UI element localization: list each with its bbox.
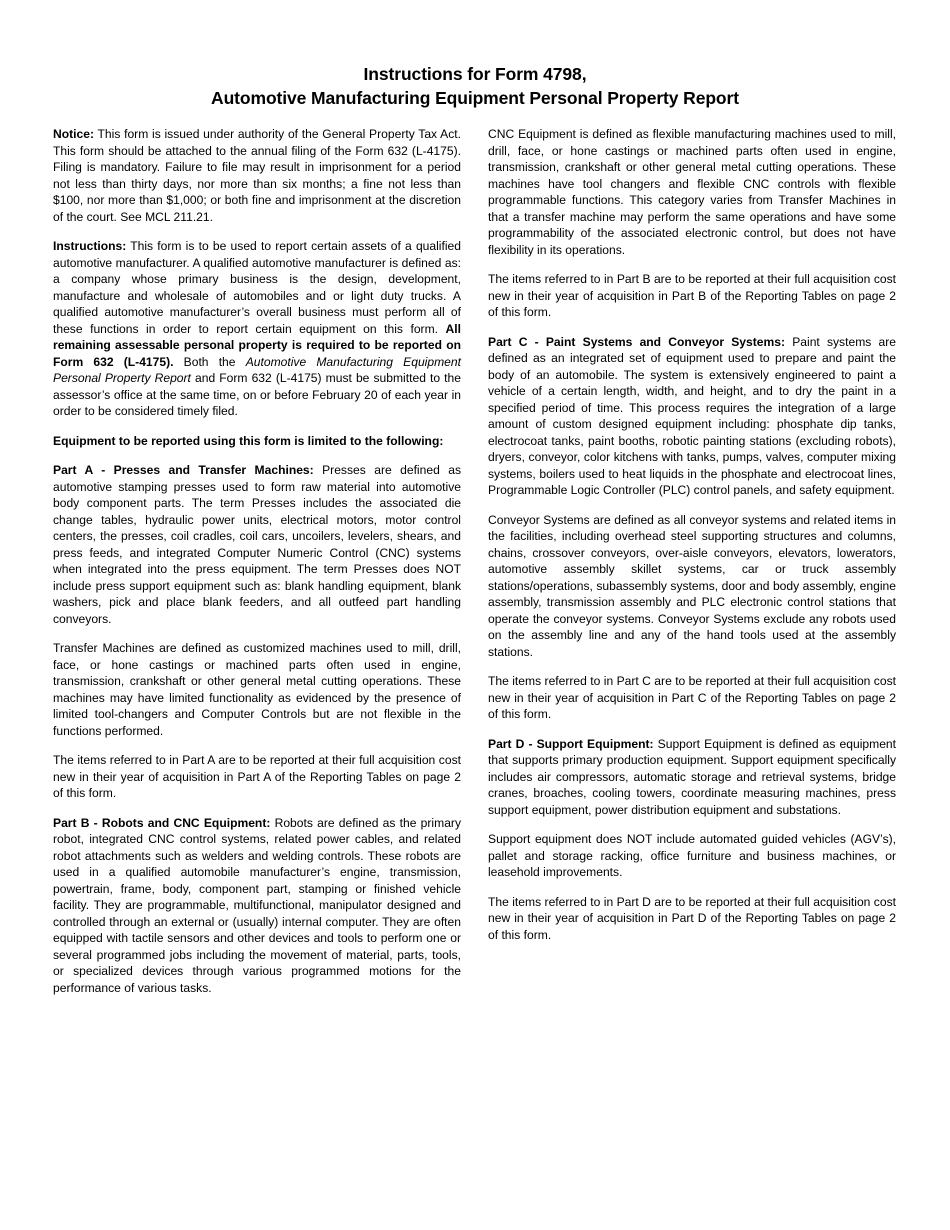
part-d-body: Support Equipment is defined as equipment that supports primary production equipment. Support equipment specifically includes air compressors, automatic storage and retrieval systems, bridge cranes, broaches, cooling towers, coordinate measuring machines, press support equipment, power distribution equipment and substations.	[488, 736, 897, 817]
instructions-body-3: and Form 632 (L-4175) must be submitted to the assessor’s office at the same time, on or before February 20 of each year in order to be considered timely filed.	[53, 371, 461, 418]
part-b-label: Part B - Robots and CNC Equipment:	[53, 815, 271, 830]
part-c-body: Paint systems are defined as an integrated set of equipment used to prepare and paint the body of an automobile. The system is extensively engineered to paint a vehicle of a certain length, width, and height, and to dry the paint in a specified period of time. This process requires the integration of a large amount of custom designed equipment including: phosphate dip tanks, electrocoat tanks, paint booths, robotic painting stations (excluding robots), dryers, conveyor, color kitchens with tanks, pumps, valves, computer mixing systems, boilers used to heat liquids in the phosphate and electrocoat lines, Programmable Logic Controller (PLC) control panels, and safety equipment.	[488, 334, 896, 497]
instructions-paragraph	[53, 238, 461, 420]
part-d-paragraph	[488, 736, 896, 819]
cnc-equipment-paragraph: CNC Equipment is defined as flexible manufacturing machines used to mill, drill, face, or hone castings or machined parts often used in engine, transmission, crankshaft or other general metal cutting operations. These machines have tool changers and flexible CNC controls with flexible programmable functions. This category varies from Transfer Machines in that a transfer machine may perform the same operations and have some programmability of the associated electronic control, but does not have flexibility in its operations.	[488, 127, 896, 257]
conveyor-systems-paragraph: Conveyor Systems are defined as all conveyor systems and related items in the facilities, including overhead steel supporting structures and columns, chains, crossover conveyors, over-aisle conveyors, elevators, lowerators, automotive assembly skillet systems, car or truck assembly stations/operations, subassembly systems, door and body assembly, engine assembly, transmission assembly and PLC electronic control stations that operate the conveyor systems. Conveyor Systems exclude any robots used on the assembly line and any of the hand tools used at the assembly stations.	[488, 512, 896, 659]
instructions-bold-clause: All remaining assessable personal property is required to be reported on Form 632 (L-4175).	[53, 321, 461, 369]
title-line-2: Automotive Manufacturing Equipment Personal Property Report	[211, 88, 739, 108]
title-line-1: Instructions for Form 4798,	[363, 64, 587, 84]
transfer-machines-paragraph: Transfer Machines are defined as customized machines used to mill, drill, face, or hone castings or machined parts often used in engine, transmission, crankshaft or other general metal cutting operations. These machines may have limited functionality as evidenced by the presence of limited tool-changers and Computer Controls but are not flexible in the functions performed.	[53, 641, 461, 738]
part-c-label: Part C - Paint Systems and Conveyor Systems:	[488, 334, 786, 349]
part-d-reporting-paragraph: The items referred to in Part D are to be reported at their full acquisition cost new in their year of acquisition in Part D of the Reporting Tables on page 2 of this form.	[488, 894, 896, 942]
equipment-heading-text: Equipment to be reported using this form is limited to the following:	[53, 433, 444, 448]
part-b-body: Robots are defined as the primary robot, integrated CNC control systems, related power cables, and related robot attachments such as welders and welding controls. These robots are used in a qualified automobile manufacturer’s engine, transmission, powertrain, frame, body, component part, stamping or finished vehicle facility. They are programmable, multifunctional, manipulator designed and controlled through an external or (usually) internal computer. They are often equipped with tactile sensors and other devices and tools to perform one or several programmed jobs including the movement of material, parts, tools, or specialized devices through various programmed motions for the performance of various tasks.	[53, 815, 461, 995]
part-d-label: Part D - Support Equipment:	[488, 736, 654, 751]
two-column-body	[53, 126, 897, 1009]
notice-body: This form is issued under authority of the General Property Tax Act. This form should be attached to the annual filing of the Form 632 (L-4175). Filing is mandatory. Failure to file may result in imprisonment for a period not less than thirty days, nor more than six months; a fine not less than $100, nor more than $1,000; or both fine and imprisonment at the discretion of the court. See MCL 211.21.	[53, 127, 461, 224]
part-c-paragraph	[488, 334, 896, 499]
instructions-body-1: This form is to be used to report certain assets of a qualified automotive manufacturer. A qualified automotive manufacturer is defined as: a company whose primary business is the design, development, manufacture and wholesale of automobiles and or light duty trucks. A qualified automotive manufacturer’s overall business must perform all of these functions in order to report certain equipment on this form.	[53, 239, 461, 336]
instructions-italic-title: Automotive Manufacturing Equipment Personal Property Report	[53, 354, 461, 385]
support-exclusions-paragraph: Support equipment does NOT include automated guided vehicles (AGV’s), pallet and storage racking, office furniture and business machines, or leasehold improvements.	[488, 832, 896, 879]
page-title	[53, 62, 897, 110]
left-column	[53, 126, 461, 1009]
instructions-label: Instructions:	[53, 239, 127, 253]
instructions-body-2: Both the	[173, 354, 246, 369]
part-a-reporting-paragraph: The items referred to in Part A are to be reported at their full acquisition cost new in their year of acquisition in Part A of the Reporting Tables on page 2 of this form.	[53, 753, 461, 800]
equipment-heading-paragraph	[53, 433, 461, 450]
part-b-reporting-paragraph: The items referred to in Part B are to be reported at their full acquisition cost new in their year of acquisition in Part B of the Reporting Tables on page 2 of this form.	[488, 272, 896, 319]
notice-paragraph	[53, 126, 461, 225]
right-column	[488, 126, 896, 1009]
part-b-paragraph	[53, 815, 461, 997]
part-a-label: Part A - Presses and Transfer Machines:	[53, 463, 314, 477]
part-a-paragraph	[53, 462, 461, 627]
notice-label: Notice:	[53, 127, 94, 141]
part-a-body: Presses are defined as automotive stamping presses used to form raw material into automotive body component parts. The term Presses includes the associated die change tables, hydraulic power units, electrical motors, motor control centers, the presses, coil cradles, coil cars, uncoilers, levelers, shears, and press feeds, and integrated Computer Numeric Control (CNC) systems when integrated into the press equipment. The term Presses does NOT include press support equipment such as: blank handling equipment, blank washers, pick and place blank feeders, and all outfeed part handling conveyors.	[53, 463, 461, 626]
part-c-reporting-paragraph: The items referred to in Part C are to be reported at their full acquisition cost new in their year of acquisition in Part C of the Reporting Tables on page 2 of this form.	[488, 674, 896, 721]
